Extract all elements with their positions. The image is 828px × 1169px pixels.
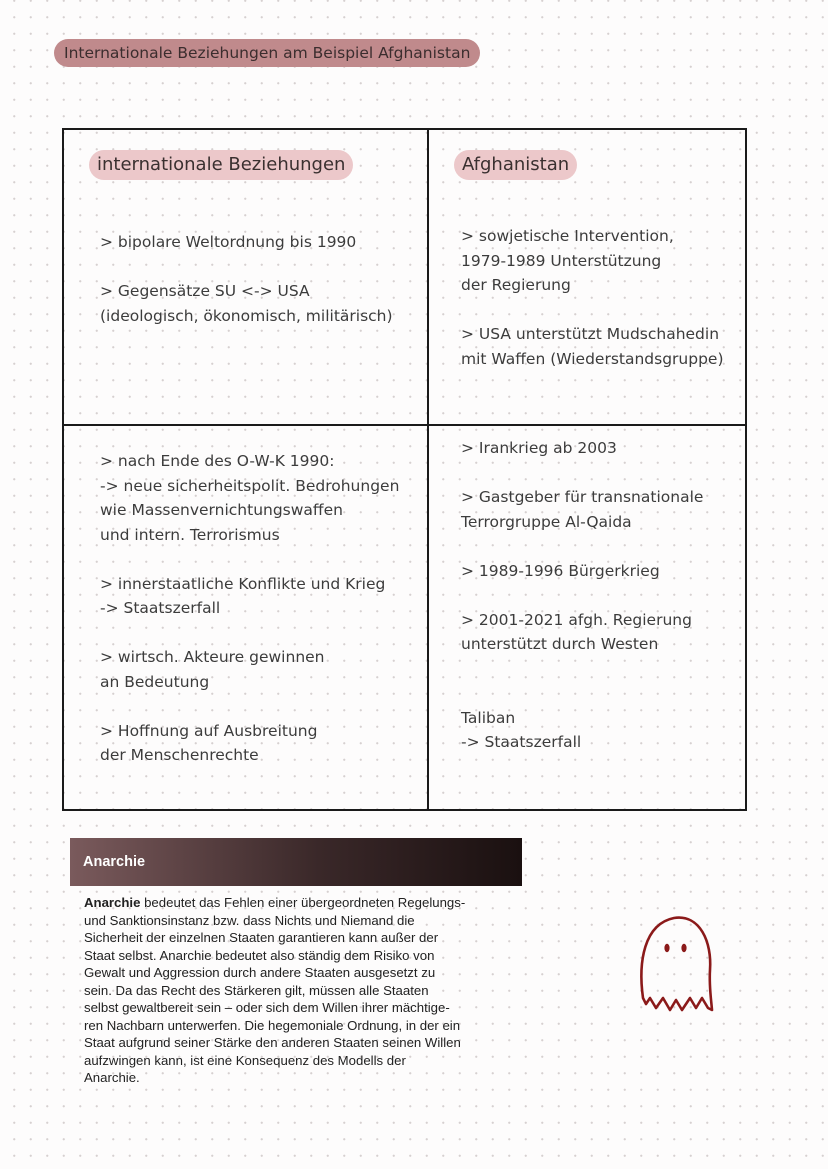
heading-international-relations: internationale Beziehungen (89, 150, 353, 180)
ghost-icon (636, 912, 716, 1022)
cell-bottom-left (64, 426, 429, 809)
definition-line: Gewalt und Aggression durch andere Staaten ausgesetzt zu (84, 965, 436, 980)
text-line: der Menschenrechte (100, 746, 259, 764)
definition-line: ren Nachbarn unterwerfen. Die hegemoniale Ordnung, in der ein (84, 1017, 461, 1033)
text-line: > sowjetische Intervention, (461, 227, 674, 245)
list-top-right (461, 224, 724, 371)
page-title: Internationale Beziehungen am Beispiel Afghanistan (54, 39, 480, 67)
text-line: > Gegensätze SU <-> USA (100, 282, 310, 300)
text-line: > 2001-2021 afgh. Regierung (461, 610, 692, 629)
text-line (461, 534, 703, 559)
text-line: > Gastgeber für transnationale (461, 488, 704, 506)
text-line: -> neue sicherheitspolit. Bedrohungen (100, 476, 400, 495)
list-bottom-right (461, 436, 703, 755)
definition-line: und Sanktionsinstanz bzw. dass Nichts und Niemand die (84, 912, 415, 928)
text-line: Terrorgruppe Al-Qaida (461, 512, 632, 531)
text-line (461, 583, 703, 608)
text-line: -> Staatszerfall (100, 599, 221, 617)
definition-line: Staat selbst. Anarchie bedeutet also ständig dem Risiko von (84, 947, 435, 963)
text-line (461, 461, 703, 486)
cell-top-left (64, 130, 429, 426)
text-line: > Hoffnung auf Ausbreitung (100, 721, 318, 740)
definition-line: sein. Da das Recht des Stärkeren gilt, müssen alle Staaten (84, 982, 429, 998)
text-line: > wirtsch. Akteure gewinnen (100, 648, 325, 666)
text-line: > bipolare Weltordnung bis 1990 (100, 233, 357, 251)
text-line: > USA unterstützt Mudschahedin (461, 325, 720, 343)
heading-afghanistan: Afghanistan (454, 150, 577, 180)
definition-line: aufzwingen kann, ist eine Konsequenz des Modells der (84, 1052, 406, 1068)
text-line (461, 681, 703, 706)
text-line (461, 298, 724, 323)
cell-bottom-right (429, 426, 747, 809)
text-line: -> Staatszerfall (461, 733, 582, 751)
definition-line-rest: bedeutet das Fehlen einer übergeordneten Regelungs- (140, 895, 466, 910)
definition-line (84, 894, 524, 912)
text-line (461, 657, 703, 682)
text-line: mit Waffen (Wiederstandsgruppe) (461, 349, 724, 368)
text-line: und intern. Terrorismus (100, 525, 280, 544)
definition-line: Sicherheit der einzelnen Staaten garantieren kann außer der (84, 930, 439, 945)
text-line: > nach Ende des O-W-K 1990: (100, 452, 335, 470)
text-line (100, 621, 399, 646)
definition-term: Anarchie (84, 895, 141, 910)
definition-line: Staat aufgrund seiner Stärke den anderen Staaten seinen Willen (84, 1035, 461, 1050)
text-line: > 1989-1996 Bürgerkrieg (461, 561, 660, 580)
text-line: der Regierung (461, 276, 571, 294)
text-line: unterstützt durch Westen (461, 635, 659, 653)
text-line: > innerstaatliche Konflikte und Krieg (100, 574, 386, 593)
text-line (100, 547, 399, 572)
text-line: wie Massenvernichtungswaffen (100, 501, 343, 519)
definition-text (84, 894, 524, 1087)
text-line (100, 694, 399, 719)
list-bottom-left (100, 449, 399, 768)
comparison-table (62, 128, 747, 811)
definition-line: Anarchie. (84, 1070, 140, 1085)
definition-box (70, 838, 522, 1087)
text-line: 1979-1989 Unterstützung (461, 251, 662, 270)
text-line: (ideologisch, ökonomisch, militärisch) (100, 306, 393, 325)
text-line: > Irankrieg ab 2003 (461, 439, 617, 457)
text-line: an Bedeutung (100, 672, 210, 691)
text-line: Taliban (461, 708, 516, 727)
text-line (100, 255, 393, 280)
list-top-left (100, 230, 393, 328)
cell-top-right (429, 130, 747, 426)
definition-line: selbst gewaltbereit sein – oder sich dem Willen ihrer mächtige- (84, 1000, 450, 1015)
definition-heading: Anarchie (70, 838, 522, 886)
